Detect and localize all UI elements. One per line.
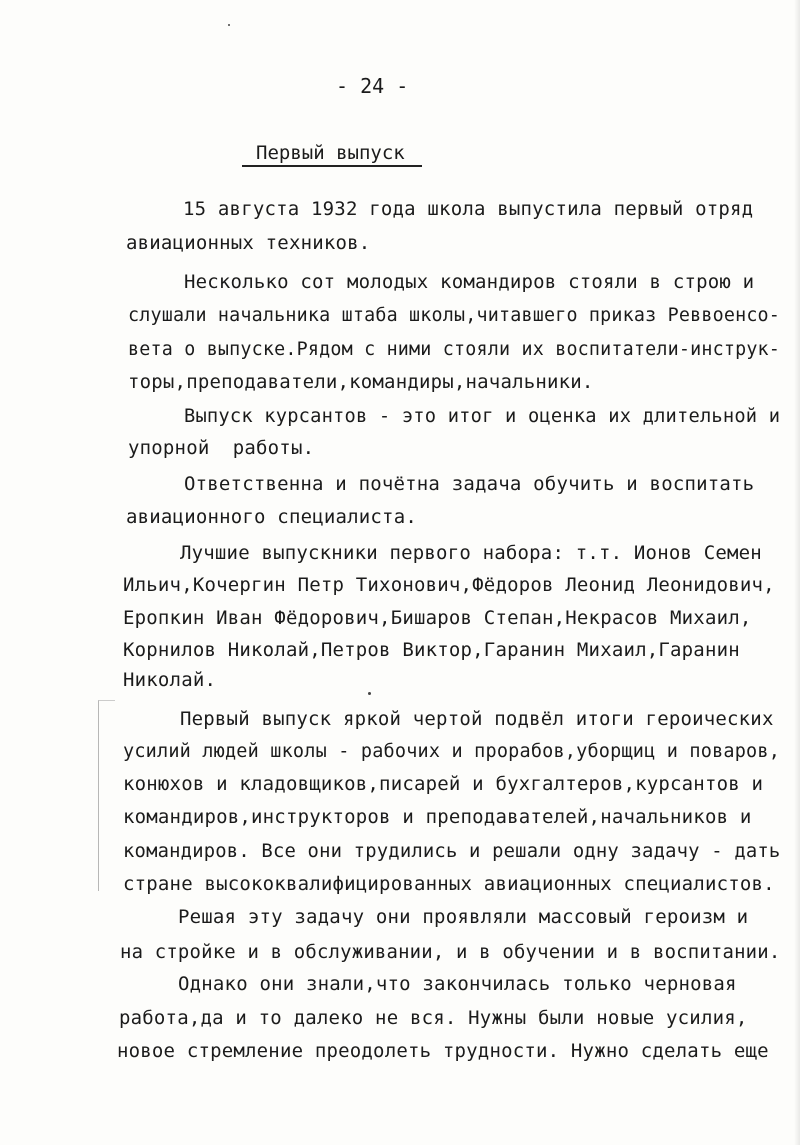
- text-line: Николай.: [123, 669, 217, 691]
- text-line: работа,да и то далеко не вся. Нужны были новые усилия,: [119, 1007, 748, 1029]
- text-line: на стройке и в обслуживании, и в обучении и в воспитании.: [120, 941, 781, 963]
- text-line: упорной работы.: [128, 437, 315, 459]
- text-line: авиационного специалиста.: [126, 506, 417, 528]
- text-line: Лучшие выпускники первого набора: т.т. Ионов Семен: [180, 542, 762, 564]
- text-line: командиров,инструкторов и преподавателей,начальников и: [123, 806, 752, 828]
- text-line: Решая эту задачу они проявляли массовый героизм и: [178, 906, 749, 928]
- text-line: Ответственна и почётна задача обучить и воспитать: [184, 473, 755, 495]
- scan-edge-shadow: [794, 0, 800, 1145]
- ink-speck: [368, 692, 371, 695]
- text-line: слушали начальника штаба школы,читавшего приказ Реввоенсо-: [128, 304, 781, 326]
- text-line: 15 августа 1932 года школа выпустила первый отряд: [183, 198, 754, 220]
- text-line: конюхов и кладовщиков,писарей и бухгалтеров,курсантов и: [123, 773, 764, 795]
- text-line: стране высококвалифицированных авиационных специалистов.: [123, 873, 775, 895]
- text-line: усилий людей школы - рабочих и прорабов,уборщиц и поваров,: [123, 740, 781, 762]
- ink-speck: [228, 24, 230, 26]
- text-line: вета о выпуске.Рядом с ними стояли их воспитатели-инструк-: [128, 338, 781, 360]
- section-heading: Первый выпуск: [256, 142, 405, 164]
- text-line: Первый выпуск яркой чертой подвёл итоги героических: [180, 708, 774, 730]
- page-number: - 24 -: [336, 74, 409, 98]
- heading-underline: [242, 165, 422, 167]
- text-line: Выпуск курсантов - это итог и оценка их длительной и: [184, 405, 781, 427]
- text-line: Корнилов Николай,Петров Виктор,Гаранин Михаил,Гаранин: [123, 639, 740, 661]
- margin-pencil-mark: [98, 700, 115, 891]
- text-line: торы,преподаватели,командиры,начальники.: [128, 371, 594, 393]
- text-line: авиационных техников.: [126, 232, 371, 254]
- text-line: новое стремление преодолеть трудности. Нужно сделать еще: [117, 1040, 769, 1062]
- text-line: Еропкин Иван Фёдорович,Бишаров Степан,Некрасов Михаил,: [123, 607, 752, 629]
- text-line: Несколько сот молодых командиров стояли в строю и: [184, 271, 755, 293]
- text-line: Ильич,Кочергин Петр Тихонович,Фёдоров Леонид Леонидович,: [123, 574, 775, 596]
- text-line: командиров. Все они трудились и решали одну задачу - дать: [123, 840, 781, 862]
- text-line: Однако они знали,что закончилась только черновая: [178, 973, 737, 995]
